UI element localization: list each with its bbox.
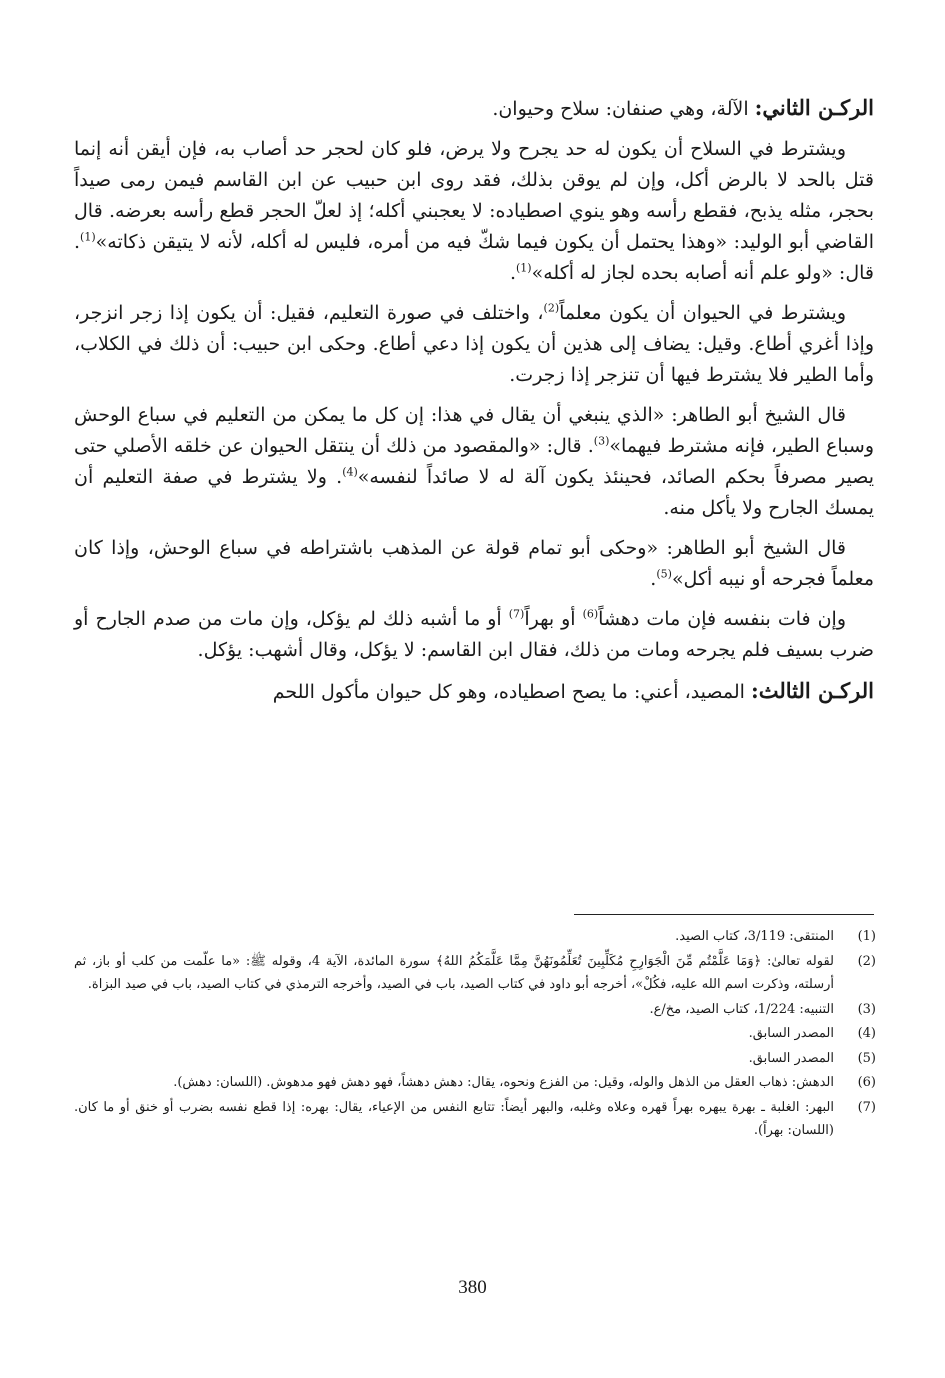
paragraph-text: . ولا يشترط في صفة التعليم أن يمسك الجارح ولا يأكل منه. [74,466,874,519]
footnote-number: (7) [857,1099,876,1115]
paragraph-text: ، واختلف في صورة التعليم، فقيل: أن يكون إذا زجر انزجر، وإذا أغري أطاع. وقيل: يضاف إلى هذين أن يكون إذا دعي أطاع. وحكى ابن حبيب: أن ذلك في الكلاب، وأما الطير فلا يشترط فيها أن تنزجر إذا زجرت. [74,302,874,386]
footnote-reference[interactable]: (1) [80,230,96,244]
paragraph-text: . [650,568,657,590]
footnote-text: الدهش: ذهاب العقل من الذهل والوله، وقيل: من الفزع ونحوه، يقال: دهش دهشاً، فهو دهش فهو مدهوش. (اللسان: دهش). [173,1075,834,1090]
paragraph-animal-conditions [74,298,874,391]
paragraph-text: ويشترط في الحيوان أن يكون معلماً [559,302,846,324]
footnote-divider [574,914,874,915]
footnote-reference[interactable]: (6) [582,607,599,621]
footnote-item [74,1022,876,1046]
footnote-text: لقوله تعالىٰ: ﴿وَمَا عَلَّمْتُم مِّنَ الْجَوَارِحِ مُكَلِّبِينَ تُعَلِّمُونَهُنَّ مِمَّا عَلَّمَكُمُ اللهُ﴾ سورة المائدة، الآية 4، وقوله ﷺ: «ما علّمت من كلب أو باز، ثم أرسلته، وذكرت اسم الله عليه، فكُلْ»، أخرجه أبو داود في كتاب الصيد، باب في الصيد، وأخرجه الترمذي في كتاب الصيد، باب في صيد البزاة. [74,953,834,992]
paragraph-abu-taher-2 [74,533,874,595]
footnote-reference[interactable]: (1) [516,261,532,275]
paragraph-text: . قال: «ولو علم أنه أصابه بحده لجاز له أكله» [74,231,874,284]
main-text [74,92,874,717]
footnote-number: (6) [857,1075,876,1090]
footnote-number: (1) [857,929,876,944]
paragraph-text: . [509,262,516,284]
paragraph-weapon-conditions [74,134,874,289]
paragraph-abu-taher-1 [74,400,874,524]
page-number: 380 [458,1277,487,1298]
footnote-item [74,1096,876,1143]
paragraph-text: قال الشيخ أبو الطاهر: «الذي ينبغي أن يقال في هذا: إن كل ما يمكن من التعليم في سباع الوحش وسباع الطير، فإنه مشترط فيهما» [74,404,874,457]
footnote-text: المنتقى: 3/119، كتاب الصيد. [675,929,834,944]
paragraph-pillar-two [74,92,874,125]
footnote-item [74,925,876,949]
footnote-text: التنبيه: 1/224، كتاب الصيد، مخ/ع. [649,1001,834,1017]
footnote-text: المصدر السابق. [748,1050,834,1066]
footnote-reference[interactable]: (7) [508,607,525,621]
paragraph-text: ويشترط في السلاح أن يكون له حد يجرح ولا يرض، فلو كان لحجر حد أصاب به، فإن أيقن أنه إنما قتل بالحد لا بالرض أكل، وإن لم يوقن بذلك، فقد روى ابن حبيب عن ابن القاسم فيمن رمى صيداً بحجر، مثله يذبح، فقطع رأسه وهو ينوي اصطياده: لا يعجبني أكله؛ إذ لعلّ الحجر قطع رأسه بعرضه. قال القاضي أبو الوليد: «وهذا يحتمل أن يكون فيما شكّ فيه من أمره، فليس له أكله، لأنه لا يتيقن ذكاته» [74,138,874,253]
paragraph-text: المصيد، أعني: ما يصح اصطياده، وهو كل حيوان مأكول اللحم [272,681,751,703]
section-heading-second-pillar: الركـن الثاني: [754,95,874,120]
footnote-reference[interactable]: (5) [656,567,672,581]
footnotes [74,925,876,1144]
paragraph-text: . قال: «والمقصود من ذلك أن ينتقل الحيوان عن خلقه الأصلي حتى يصير مصرفاً بحكم الصائد، فحينئذ يكون آلة له لا صائداً لنفسه» [74,435,874,488]
paragraph-text: وإن فات بنفسه فإن مات دهشاً [598,608,847,630]
footnote-item [74,1071,876,1095]
footnote-reference[interactable]: (3) [593,434,610,448]
paragraph-text: أو بهراً [524,608,583,630]
footnote-number: (3) [857,1001,876,1017]
paragraph-text: أو ما أشبه ذلك لم يؤكل، وإن مات من صدم الجارح أو ضرب بسيف فلم يجرحه ومات من ذلك، فقال ابن القاسم: لا يؤكل، وقال أشهب: يؤكل. [74,608,874,661]
footnote-item [74,998,876,1022]
paragraph-death-by-fright [74,604,874,666]
footnote-number: (4) [857,1026,876,1041]
paragraph-text: قال الشيخ أبو الطاهر: «وحكى أبو تمام قولة عن المذهب باشتراطه في سباع الوحش، وإذا كان معلماً فجرحه أو نيبه أكل» [74,537,874,590]
footnote-number: (2) [857,953,876,969]
footnote-text: المصدر السابق. [748,1026,834,1041]
footnote-number: (5) [857,1050,876,1066]
footnote-reference[interactable]: (4) [342,465,358,479]
footnote-item [74,950,876,997]
paragraph-text: الآلة، وهي صنفان: سلاح وحيوان. [492,98,755,120]
paragraph-pillar-three [74,675,874,708]
footnote-reference[interactable]: (2) [543,301,560,315]
section-heading-third-pillar: الركـن الثالث: [750,678,874,703]
footnote-item [74,1047,876,1071]
footnote-text: البهر: الغلبة ـ بهرة يبهره بهراً قهره وعلاه وغلبه، والبهر أيضاً: تتابع النفس من الإعياء، يقال: بهره: إذا قطع نفسه بضرب أو خنق أو ما كان. (اللسان: بهراً). [74,1099,834,1138]
